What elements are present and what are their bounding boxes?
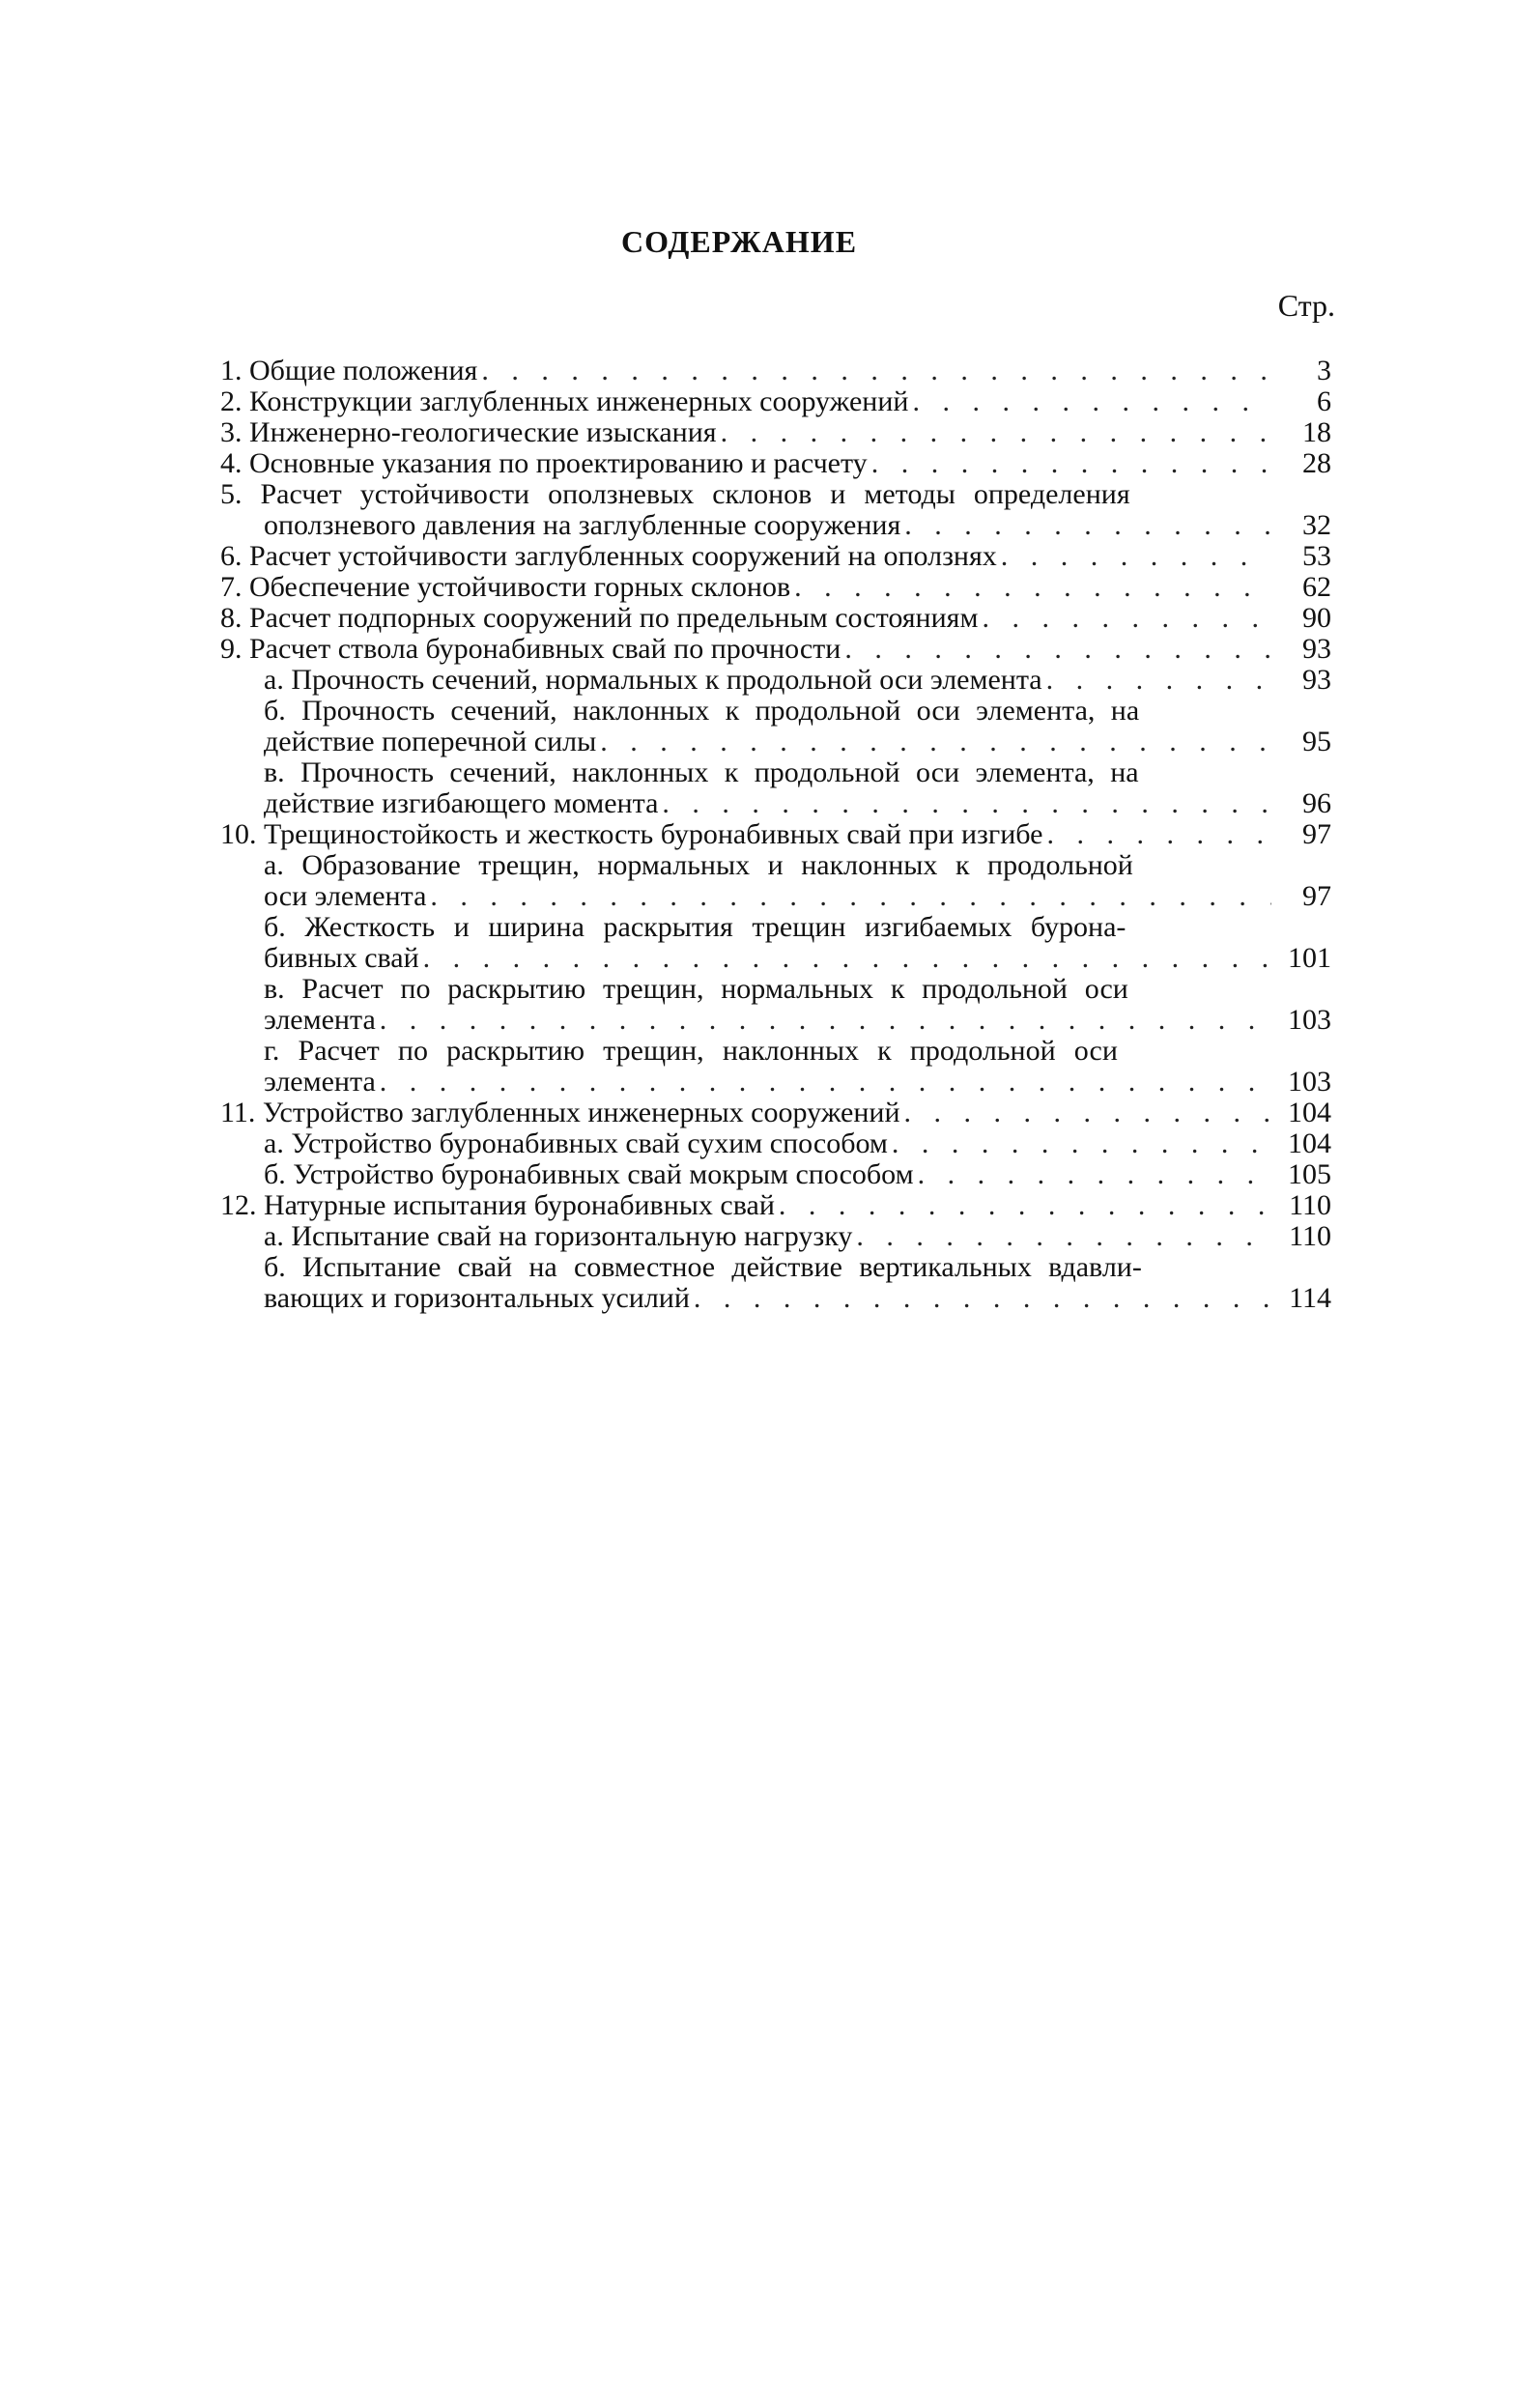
toc-entry-page-number: 32 [1302, 509, 1331, 541]
toc-entry-title: 9. Расчет ствола буронабивных свай по прочности [220, 633, 841, 665]
toc-entry-page-number: 96 [1302, 787, 1331, 819]
toc-entry [220, 1036, 1331, 1067]
toc-entry-title: а. Испытание свай на горизонтальную нагрузку [264, 1220, 853, 1252]
toc-leader-dots [600, 727, 1271, 757]
toc-entry [220, 572, 1331, 603]
toc-entry-title: 10. Трещиностойкость и жесткость буронабивных свай при изгибе [220, 818, 1043, 850]
toc-entry-page-number: 53 [1302, 540, 1331, 572]
toc-entry-page-number: 110 [1289, 1189, 1331, 1221]
toc-entry-title: 3. Инженерно-геологические изыскания [220, 416, 717, 448]
toc-entry-title: б. Прочность сечений, наклонных к продольной оси элемента, на [264, 695, 1140, 727]
toc-entry-title: действие поперечной силы [264, 726, 597, 757]
toc-entry-title: 2. Конструкции заглубленных инженерных сооружений [220, 385, 909, 417]
toc-leader-dots [1001, 541, 1271, 572]
toc-entry-page-number: 110 [1289, 1220, 1331, 1252]
toc-entry [220, 943, 1331, 974]
toc-entry [220, 819, 1331, 850]
toc-entry-title: г. Расчет по раскрытию трещин, наклонных к продольной оси [264, 1035, 1118, 1067]
toc-entry [220, 541, 1331, 572]
toc-entry [220, 386, 1331, 417]
toc-entry [220, 510, 1331, 541]
toc-entry [220, 1005, 1331, 1036]
toc-leader-dots [794, 572, 1271, 603]
toc-entry [220, 1190, 1331, 1221]
toc-entry-title: вающих и горизонтальных усилий [264, 1282, 690, 1314]
toc-leader-dots [904, 510, 1271, 541]
toc-entry-page-number: 95 [1302, 726, 1331, 757]
toc-entry-title: в. Расчет по раскрытию трещин, нормальных к продольной оси [264, 973, 1128, 1005]
page-title: СОДЕРЖАНИЕ [620, 224, 858, 259]
toc-entry [220, 1128, 1331, 1159]
toc-entry-title: а. Образование трещин, нормальных и наклонных к продольной [264, 849, 1133, 881]
toc-entry [220, 757, 1331, 788]
toc-entry-page-number: 103 [1288, 1066, 1331, 1098]
toc-entry-page-number: 101 [1288, 942, 1331, 974]
toc-entry [220, 479, 1331, 510]
toc-leader-dots [779, 1190, 1271, 1221]
toc-entry [220, 356, 1331, 386]
toc-entry [220, 417, 1331, 448]
toc-leader-dots [430, 881, 1271, 912]
toc-entry [220, 881, 1331, 912]
toc-leader-dots [871, 448, 1271, 479]
toc-entry-title: а. Устройство буронабивных свай сухим способом [264, 1127, 888, 1159]
toc-leader-dots [982, 603, 1271, 634]
toc-entry [220, 788, 1331, 819]
toc-entry-page-number: 3 [1317, 355, 1331, 386]
toc-entry-title: б. Жесткость и ширина раскрытия трещин изгибаемых бурона- [264, 911, 1126, 943]
toc-entry-page-number: 97 [1302, 880, 1331, 912]
toc-entry-page-number: 93 [1302, 664, 1331, 696]
toc-entry-page-number: 18 [1302, 416, 1331, 448]
toc-entry-title: а. Прочность сечений, нормальных к продольной оси элемента [264, 664, 1042, 696]
toc-entry-title: 1. Общие положения [220, 355, 478, 386]
toc-entry [220, 448, 1331, 479]
toc-entry-page-number: 62 [1302, 571, 1331, 603]
toc-entry-page-number: 6 [1317, 385, 1331, 417]
toc-leader-dots [1046, 665, 1271, 696]
toc-entry-title: б. Устройство буронабивных свай мокрым способом [264, 1158, 914, 1190]
toc-leader-dots [380, 1005, 1271, 1036]
toc-entry-title: 5. Расчет устойчивости оползневых склонов и методы определения [220, 478, 1130, 510]
toc-entry [220, 1159, 1331, 1190]
toc-leader-dots [856, 1221, 1271, 1252]
toc-entry [220, 634, 1331, 665]
toc-entry [220, 1098, 1331, 1128]
table-of-contents [220, 356, 1331, 1314]
toc-entry-title: 11. Устройство заглубленных инженерных сооружений [220, 1097, 900, 1128]
toc-leader-dots [892, 1128, 1271, 1159]
toc-entry-title: 7. Обеспечение устойчивости горных склонов [220, 571, 791, 603]
toc-entry-title: б. Испытание свай на совместное действие вертикальных вдавли- [264, 1251, 1142, 1283]
toc-leader-dots [1046, 819, 1271, 850]
toc-entry-page-number: 105 [1288, 1158, 1331, 1190]
toc-entry [220, 1252, 1331, 1283]
toc-entry [220, 727, 1331, 757]
toc-entry-title: 4. Основные указания по проектированию и расчету [220, 447, 868, 479]
toc-entry [220, 665, 1331, 696]
toc-entry-title: элемента [264, 1004, 376, 1036]
toc-entry-title: элемента [264, 1066, 376, 1098]
toc-entry-title: оси элемента [264, 880, 427, 912]
toc-entry [220, 1067, 1331, 1098]
toc-leader-dots [721, 417, 1271, 448]
toc-entry-page-number: 104 [1288, 1127, 1331, 1159]
toc-entry-page-number: 28 [1302, 447, 1331, 479]
toc-leader-dots [423, 943, 1271, 974]
toc-entry [220, 912, 1331, 943]
toc-entry-title: 12. Натурные испытания буронабивных свай [220, 1189, 775, 1221]
toc-entry [220, 603, 1331, 634]
toc-leader-dots [694, 1283, 1271, 1314]
toc-leader-dots [481, 356, 1271, 386]
toc-leader-dots [844, 634, 1271, 665]
toc-entry-page-number: 90 [1302, 602, 1331, 634]
toc-entry [220, 1283, 1331, 1314]
toc-entry-page-number: 104 [1288, 1097, 1331, 1128]
toc-entry [220, 974, 1331, 1005]
toc-entry-title: оползневого давления на заглубленные сооружения [264, 509, 901, 541]
toc-entry [220, 850, 1331, 881]
toc-entry-title: в. Прочность сечений, наклонных к продольной оси элемента, на [264, 756, 1139, 788]
toc-entry [220, 1221, 1331, 1252]
toc-entry-page-number: 103 [1288, 1004, 1331, 1036]
toc-entry-title: бивных свай [264, 942, 419, 974]
page-column-label: Стр. [1277, 288, 1335, 323]
toc-leader-dots [904, 1098, 1271, 1128]
toc-leader-dots [912, 386, 1271, 417]
toc-entry-page-number: 97 [1302, 818, 1331, 850]
toc-entry-title: действие изгибающего момента [264, 787, 659, 819]
toc-leader-dots [380, 1067, 1271, 1098]
toc-entry-page-number: 114 [1289, 1282, 1331, 1314]
toc-entry-page-number: 93 [1302, 633, 1331, 665]
toc-leader-dots [918, 1159, 1271, 1190]
toc-entry-title: 8. Расчет подпорных сооружений по предельным состояниям [220, 602, 979, 634]
toc-entry-title: 6. Расчет устойчивости заглубленных сооружений на оползнях [220, 540, 997, 572]
toc-entry [220, 696, 1331, 727]
toc-leader-dots [662, 788, 1271, 819]
